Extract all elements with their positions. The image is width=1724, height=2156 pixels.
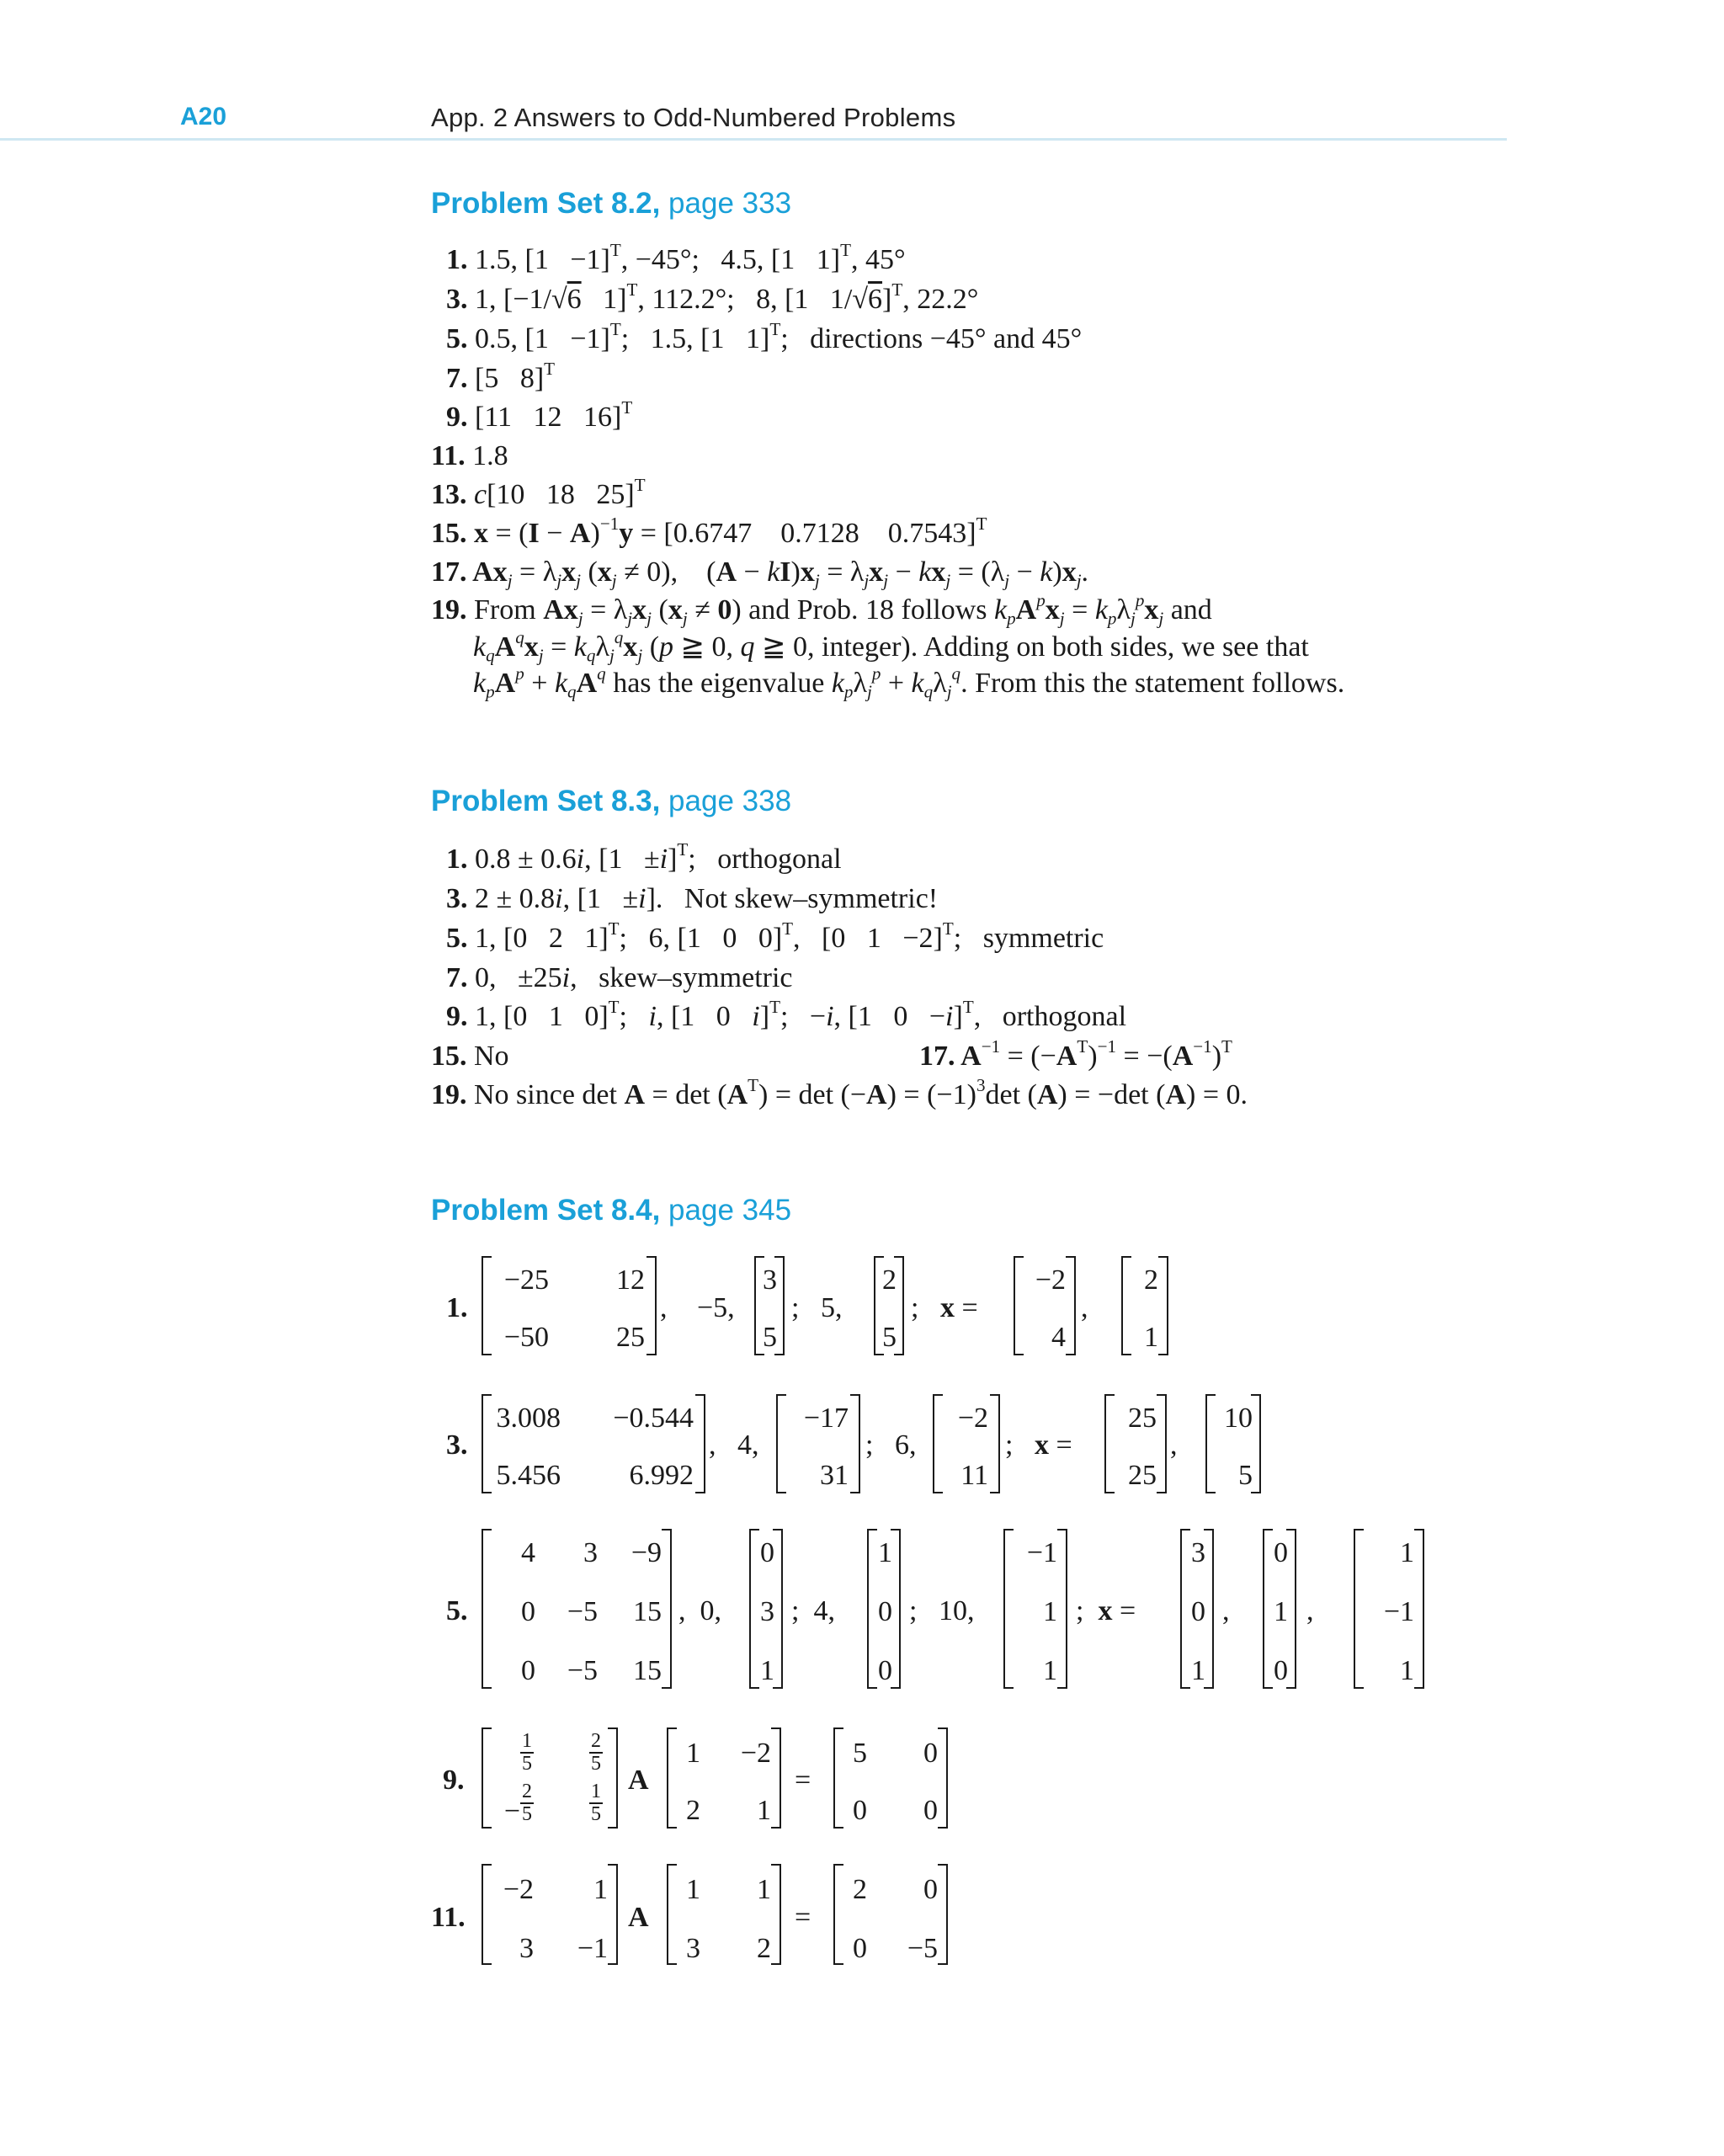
answer-8-2-19-line2: $k_qA^qx_j = k_q\lambda_j^qx_j$ (p ≧ 0, q ≧ 0, integer). Adding on both sides, we see that — [473, 626, 1309, 666]
answer-8-2-19-line3: $k_pA^p + k_qA^q$ has the eigenvalue $k_p\lambda_j^p + k_q\lambda_j^q$. From this the statement follows. — [473, 663, 1345, 702]
answer-8-2-19-line1: 19. From $Ax_j = \lambda_jx_j$ $(x_j \ne 0)$ and Prob. 18 follows $k_pA^px_j = k_p\lambda_j^px_j$ and — [431, 589, 1212, 629]
header-rule — [0, 138, 1507, 141]
page-number: A20 — [180, 103, 227, 130]
answer-8-3-17: 17. $A^{-1} = (-A^T)^{-1} = -(A^{-1})^T$ — [919, 1035, 1232, 1072]
section-heading-8-3: Problem Set 8.3, page 338 — [431, 785, 792, 817]
answer-8-3-3: 3. 2 ± 0.8i, [1 ±i]. Not skew–symmetric! — [446, 883, 939, 914]
answer-8-2-3: 3. 1, [−1/√6 1]$^T$, 112.2°; 8, [1 1/√6]$^T$, 22.2° — [446, 279, 979, 315]
answer-8-2-13: 13. c[10 18 25]$^T$ — [431, 474, 646, 510]
running-header: App. 2 Answers to Odd-Numbered Problems — [431, 103, 956, 132]
section-heading-8-4: Problem Set 8.4, page 345 — [431, 1194, 792, 1227]
answer-8-2-17: 17. $Ax_j = \lambda_jx_j$ $(x_j \ne 0)$, $(A - kI)x_j = \lambda_jx_j - kx_j = (\lambda_j - k)x_j$. — [431, 556, 1089, 591]
answer-8-2-7: 7. [5 8]$^T$ — [446, 358, 556, 394]
answer-8-3-19: 19. No since $\det A = \det (A^T) = \det (-A) = (-1)^3\det$ (A) = −det (A) = 0. — [431, 1074, 1248, 1110]
answer-8-2-9: 9. [11 12 16]$^T$ — [446, 397, 633, 433]
section-heading-8-2: Problem Set 8.2, page 333 — [431, 187, 792, 220]
answer-8-2-11: 11. 1.8 — [431, 440, 508, 471]
answer-8-3-15: 15. No — [431, 1041, 509, 1072]
answer-8-2-5: 5. 0.5, $[1 -1]^T$; 1.5, [1 1]$^T$; directions −45° and 45° — [446, 318, 1083, 354]
answer-8-3-1: 1. 0.8 ± 0.6i, $[1 \pm i]^T$; orthogonal — [446, 838, 842, 875]
answer-8-2-15: 15. $x = (I - A)^{-1}y = [0.6747$ 0.7128 0.7543]$^T$ — [431, 513, 987, 549]
answer-8-3-9: 9. 1, [0 1 0]$^T$; i, [1 0 i]$^T$; −i, [1 0 −i]$^T$, orthogonal — [446, 996, 1127, 1032]
answer-8-3-7: 7. 0, ±25i, skew–symmetric — [446, 962, 793, 993]
answer-8-3-5: 5. 1, [0 2 1]$^T$; 6, [1 0 0]$^T$, [0 1 −2]$^T$; symmetric — [446, 918, 1104, 954]
answer-8-2-1: 1. 1.5, $[1 -1]^T$, −45°; 4.5, [1 1]$^T$, 45° — [446, 239, 906, 275]
